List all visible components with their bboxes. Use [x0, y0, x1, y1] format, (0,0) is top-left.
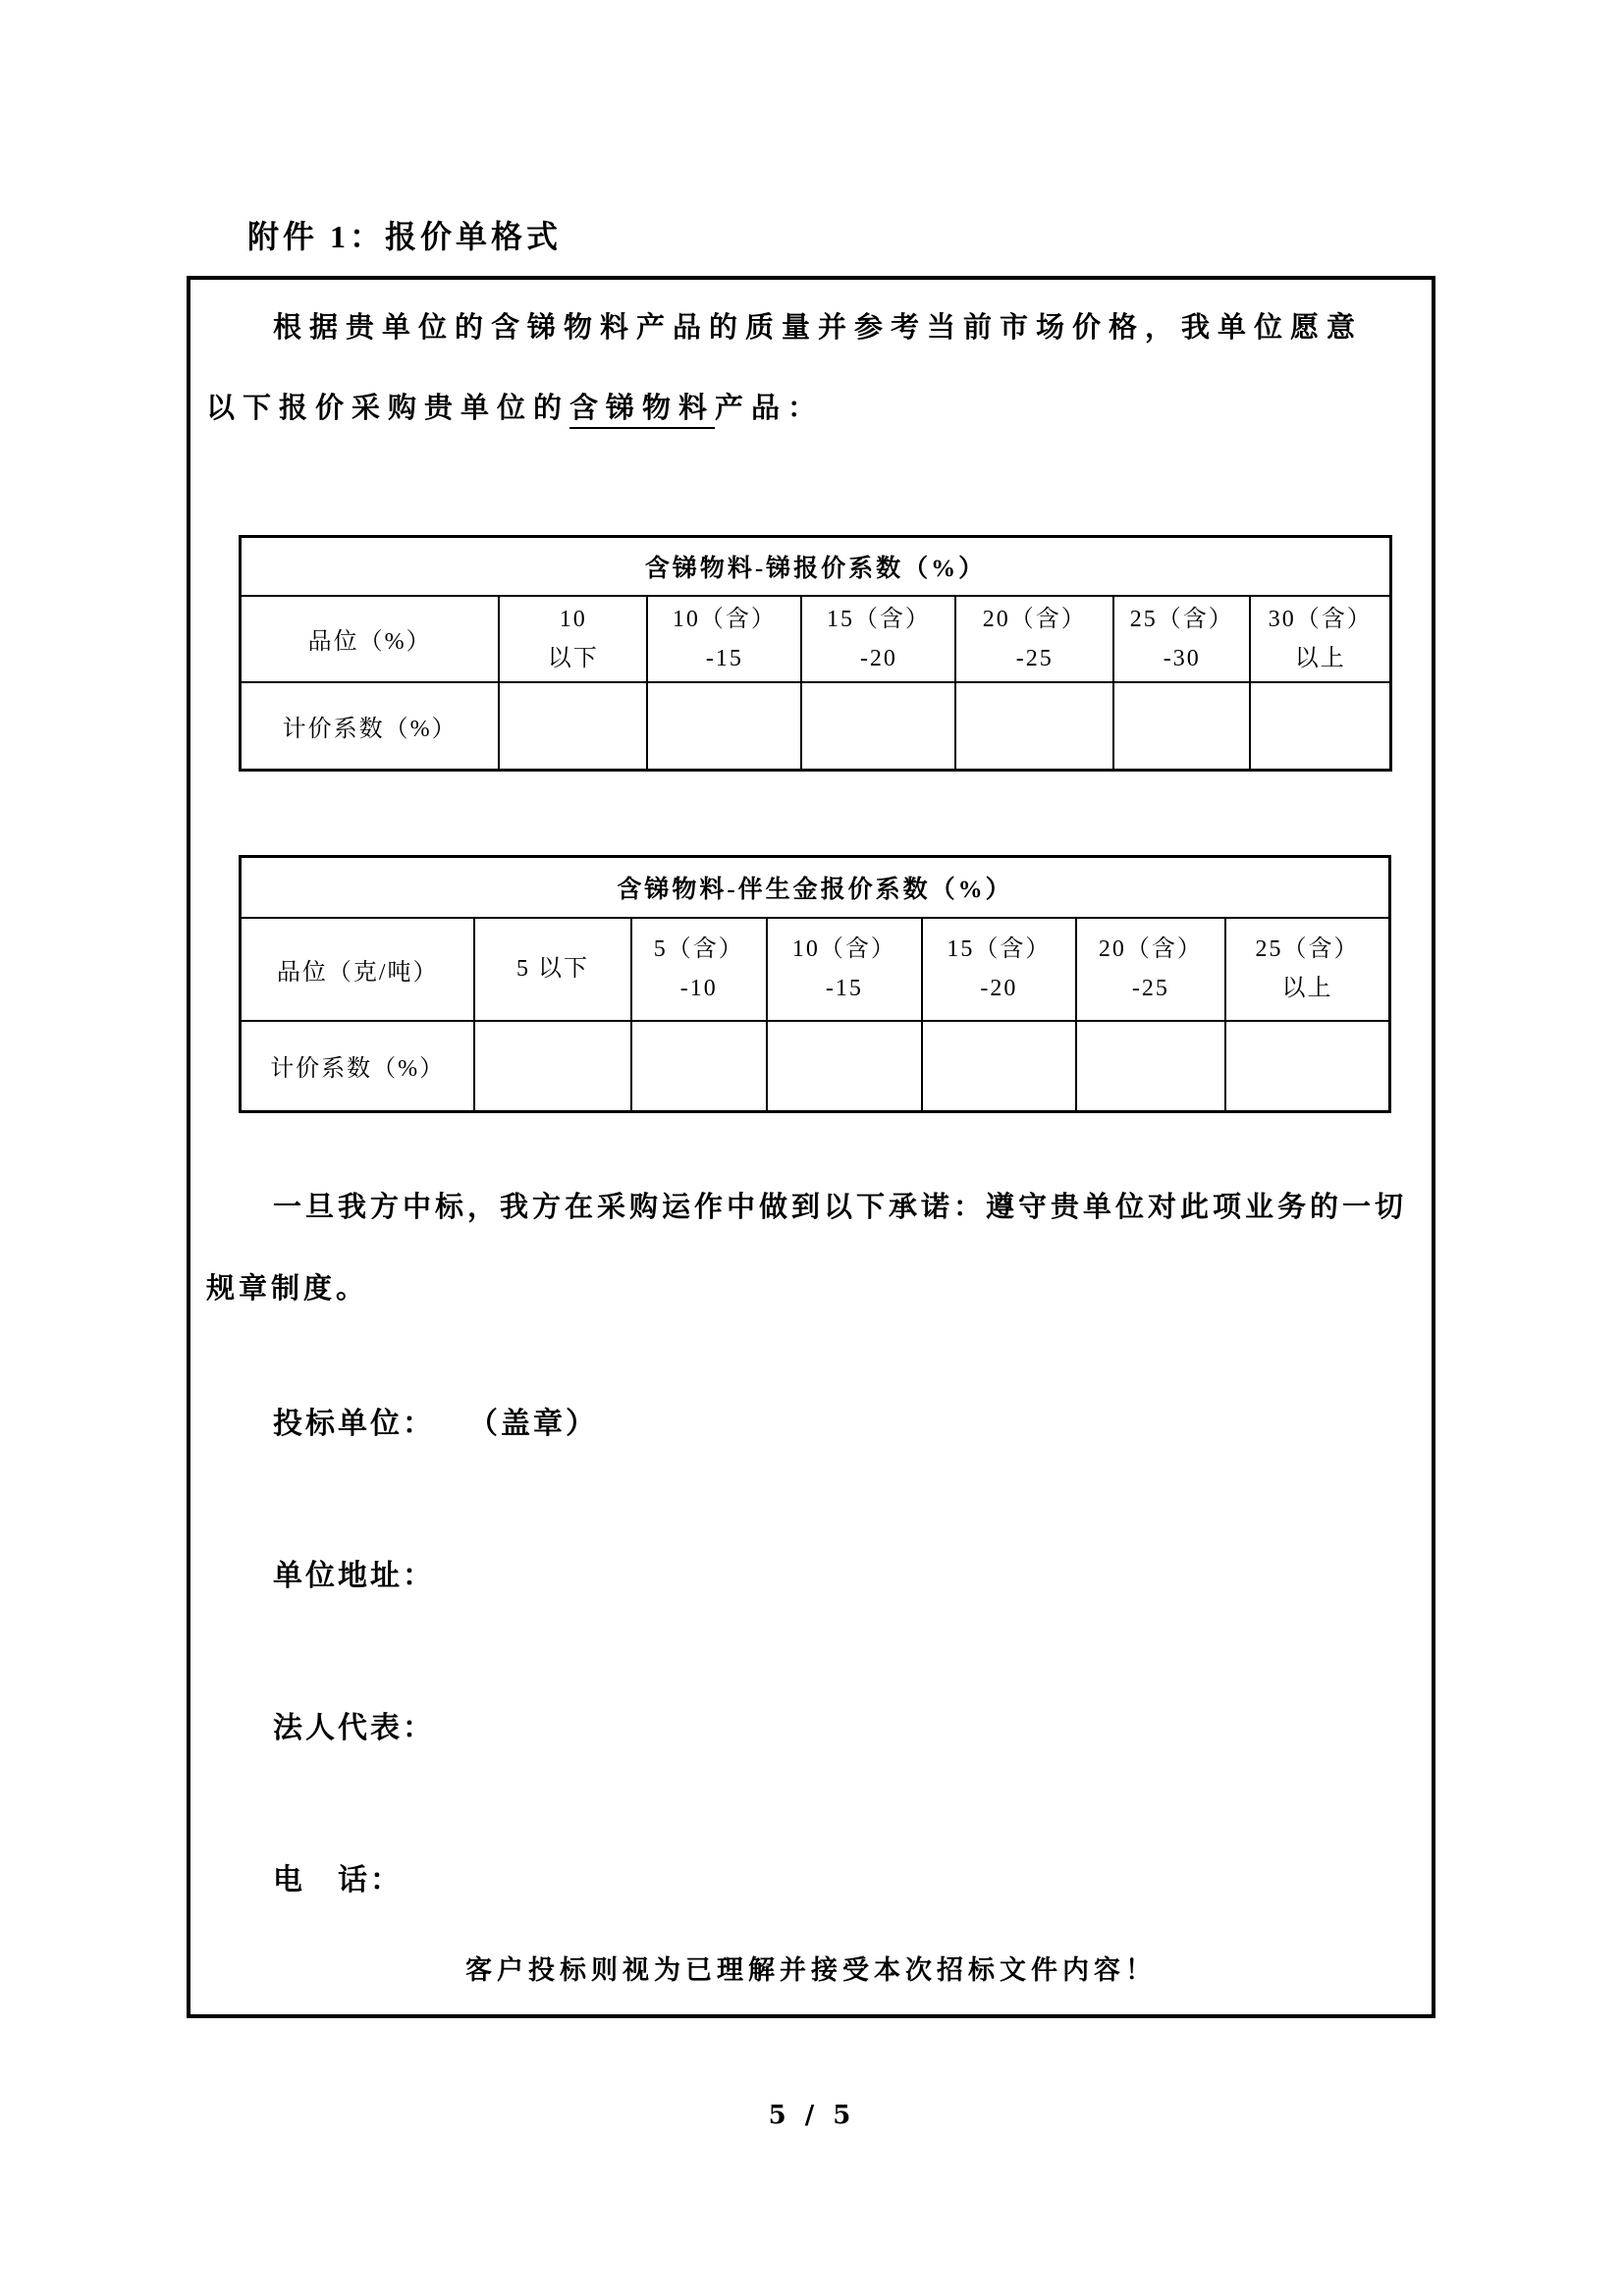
gold-coeff-value-cell [922, 1021, 1076, 1112]
gold-grade-range: 10（含） -15 [767, 918, 922, 1021]
page-number: 5 / 5 [768, 2101, 856, 2130]
attachment-title: 附件 1：报价单格式 [247, 219, 563, 254]
antimony-coefficient-table [239, 535, 1392, 772]
antimony-coeff-value-cell [801, 682, 955, 771]
antimony-grade-range: 25（含） -30 [1113, 596, 1250, 682]
antimony-grade-range: 15（含） -20 [801, 596, 955, 682]
antimony-coeff-value-cell [1250, 682, 1390, 771]
gold-grade-range: 15（含） -20 [922, 918, 1076, 1021]
intro-line-2-prefix: 以下报价采购贵单位的 [206, 393, 570, 424]
intro-line-2 [206, 386, 824, 426]
intro-line-1: 根据贵单位的含锑物料产品的质量并参考当前市场价格，我单位愿意 [273, 312, 1364, 344]
bidder-unit-label: 投标单位： [273, 1408, 435, 1440]
gold-coeff-label: 计价系数（%） [241, 1021, 475, 1112]
underlined-material-term: 含锑物料 [569, 393, 715, 429]
antimony-grade-range: 20（含） -25 [955, 596, 1113, 682]
gold-coeff-value-cell [767, 1021, 922, 1112]
phone-label: 电 话： [273, 1864, 403, 1896]
stamp-note: （盖章） [468, 1408, 598, 1440]
acceptance-statement: 客户投标则视为已理解并接受本次招标文件内容！ [465, 1955, 1157, 1985]
bidder-unit-line [273, 1399, 598, 1442]
gold-coeff-value-cell [1076, 1021, 1225, 1112]
antimony-coeff-value-cell [1113, 682, 1250, 771]
gold-coeff-value-cell [1225, 1021, 1390, 1112]
gold-coeff-value-cell [474, 1021, 630, 1112]
antimony-grade-range: 10 以下 [499, 596, 647, 682]
gold-coeff-value-cell [631, 1021, 767, 1112]
commitment-line-1: 一旦我方中标，我方在采购运作中做到以下承诺：遵守贵单位对此项业务的一切 [273, 1192, 1408, 1223]
gold-grade-range: 20（含） -25 [1076, 918, 1225, 1021]
company-address-label: 单位地址： [273, 1560, 435, 1592]
antimony-grade-label: 品位（%） [241, 596, 500, 682]
gold-grade-label: 品位（克/吨） [241, 918, 475, 1021]
commitment-line-2: 规章制度。 [206, 1273, 369, 1305]
quotation-form-border-box [187, 276, 1435, 2018]
associated-gold-coefficient-table [239, 855, 1391, 1113]
antimony-coeff-label: 计价系数（%） [241, 682, 500, 771]
legal-representative-label: 法人代表： [273, 1712, 435, 1744]
gold-table-title: 含锑物料-伴生金报价系数（%） [241, 857, 1390, 918]
antimony-coeff-value-cell [499, 682, 647, 771]
gold-grade-range: 5（含） -10 [631, 918, 767, 1021]
antimony-grade-range: 10（含） -15 [647, 596, 801, 682]
gold-grade-range: 5 以下 [474, 918, 630, 1021]
gold-grade-range: 25（含） 以上 [1225, 918, 1390, 1021]
antimony-coeff-value-cell [647, 682, 801, 771]
intro-line-2-suffix: 产品： [715, 393, 825, 424]
antimony-coeff-value-cell [955, 682, 1113, 771]
antimony-grade-range: 30（含） 以上 [1250, 596, 1390, 682]
antimony-table-title: 含锑物料-锑报价系数（%） [241, 537, 1391, 596]
